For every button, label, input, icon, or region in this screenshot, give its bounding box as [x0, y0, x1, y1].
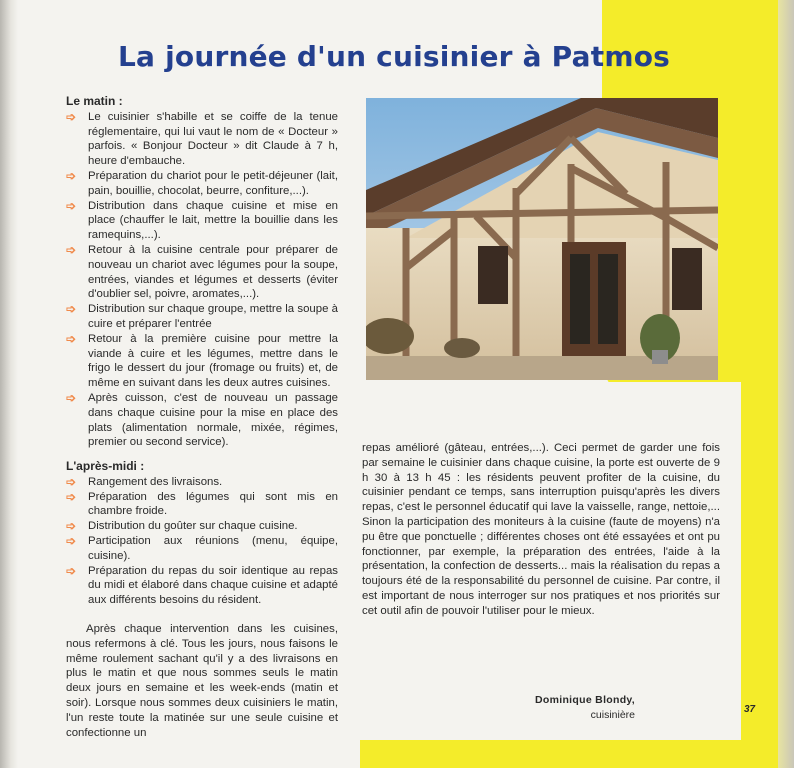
list-item: ➩ Préparation des légumes qui sont mis en chambre froide. — [66, 489, 338, 518]
arrow-bullet-icon: ➩ — [66, 533, 77, 548]
list-item: ➩ Distribution dans chaque cuisine et mise en place (chauffer le lait, mettre la bouillie dans les ramequins,...). — [66, 198, 338, 242]
list-item: ➩ Préparation du repas du soir identique au repas du midi et élaboré dans chaque cuisine et adapté aux différents besoins du résident. — [66, 563, 338, 607]
arrow-bullet-icon: ➩ — [66, 390, 77, 405]
arrow-bullet-icon: ➩ — [66, 519, 77, 534]
building-photo — [366, 98, 718, 380]
author-role: cuisinière — [590, 709, 635, 721]
body-paragraph-left: Après chaque intervention dans les cuisines, nous refermons à clé. Tous les jours, nous faisons le même roulement sachant qu'il y a des livraisons en plus le matin et que nous sommes seuls le matin deux jours en semaine et les week-ends (matin et soir). Lorsque nous sommes deux cuisiniers le matin, l'un reste toute la matinée sur une seule cuisine et confectionne un — [66, 623, 338, 739]
list-item: ➩ Rangement des livraisons. — [66, 474, 223, 489]
page-title: La journée d'un cuisinier à Patmos — [118, 40, 670, 73]
body-paragraph-right: repas amélioré (gâteau, entrées,...). Ceci permet de garder une fois par semaine le cuisinier dans chaque cuisine, la porte est ouverte de 9 h 30 à 13 h 45 : les résidents peuvent profiter de la cuisine, du cuisinier pendant ce temps, sans interruption puisqu'après les divers repas, c'est le personnel éducatif qui lave la vaisselle, range, nettoie,... Sinon la participation des moniteurs à la cuisine (faute de moyens) n'a pu être que ponctuelle ; différentes choses ont été essayées et ont pu fonctionner, par exemple, la préparation des entrées, l'aide à la présentation, la confection de desserts... mais la réalisation du repas a toujours été de la responsabilité du personnel de cuisine. Par contre, il est important de nous interroger sur nos pratiques et nos priorités sur cet outil afin de pouvoir l'utiliser pour le mieux. — [362, 442, 720, 617]
arrow-bullet-icon: ➩ — [66, 242, 77, 257]
list-item: ➩ Préparation du chariot pour le petit-déjeuner (lait, pain, bouillie, chocolat, beurre, confiture,...). — [66, 168, 338, 197]
building-photo-illustration — [366, 98, 718, 380]
signature — [480, 693, 635, 723]
list-item: ➩ Le cuisinier s'habille et se coiffe de la tenue réglementaire, qui lui vaut le nom de « Docteur » parfois. « Bonjour Docteur » dit Claude à 7 h, heure d'embauche. — [66, 109, 338, 168]
afternoon-heading: L'après-midi : — [66, 459, 145, 473]
page-spine — [0, 0, 18, 768]
page-edge — [778, 0, 794, 768]
list-item: ➩ Après cuisson, c'est de nouveau un passage dans chaque cuisine pour la mise en place des plats (alimentation normale, mixée, régimes, premier ou second service). — [66, 390, 338, 449]
arrow-bullet-icon: ➩ — [66, 198, 77, 213]
yellow-bottom-band — [360, 740, 794, 768]
arrow-bullet-icon: ➩ — [66, 563, 77, 578]
arrow-bullet-icon: ➩ — [66, 168, 77, 183]
morning-list — [66, 110, 338, 450]
arrow-bullet-icon: ➩ — [66, 331, 77, 346]
list-item: ➩ Distribution sur chaque groupe, mettre la soupe à cuire et préparer l'entrée — [66, 302, 338, 330]
morning-heading: Le matin : — [66, 94, 123, 108]
list-item: ➩ Retour à la cuisine centrale pour préparer de nouveau un chariot avec légumes pour la soupe, entrées, viandes et légumes et desserts (éviter d'oublier sel, poivre, aromates,...). — [66, 242, 338, 301]
author-name: Dominique Blondy, — [535, 694, 635, 706]
arrow-bullet-icon: ➩ — [66, 489, 77, 504]
arrow-bullet-icon: ➩ — [66, 474, 77, 489]
arrow-bullet-icon: ➩ — [66, 109, 77, 124]
page-number: 37 — [744, 704, 756, 715]
arrow-bullet-icon: ➩ — [66, 302, 77, 317]
list-item: ➩ Retour à la première cuisine pour mettre la viande à cuire et les légumes, mettre dans le frigo le dessert du jour (fromage ou fruits) et, de même en suivant dans les deux autres cuisines. — [66, 331, 338, 390]
morning-section — [66, 94, 338, 450]
afternoon-list — [66, 475, 338, 608]
afternoon-section — [66, 459, 338, 608]
list-item: ➩ Distribution du goûter sur chaque cuisine. — [66, 519, 298, 534]
list-item: ➩ Participation aux réunions (menu, équipe, cuisine). — [66, 533, 338, 562]
